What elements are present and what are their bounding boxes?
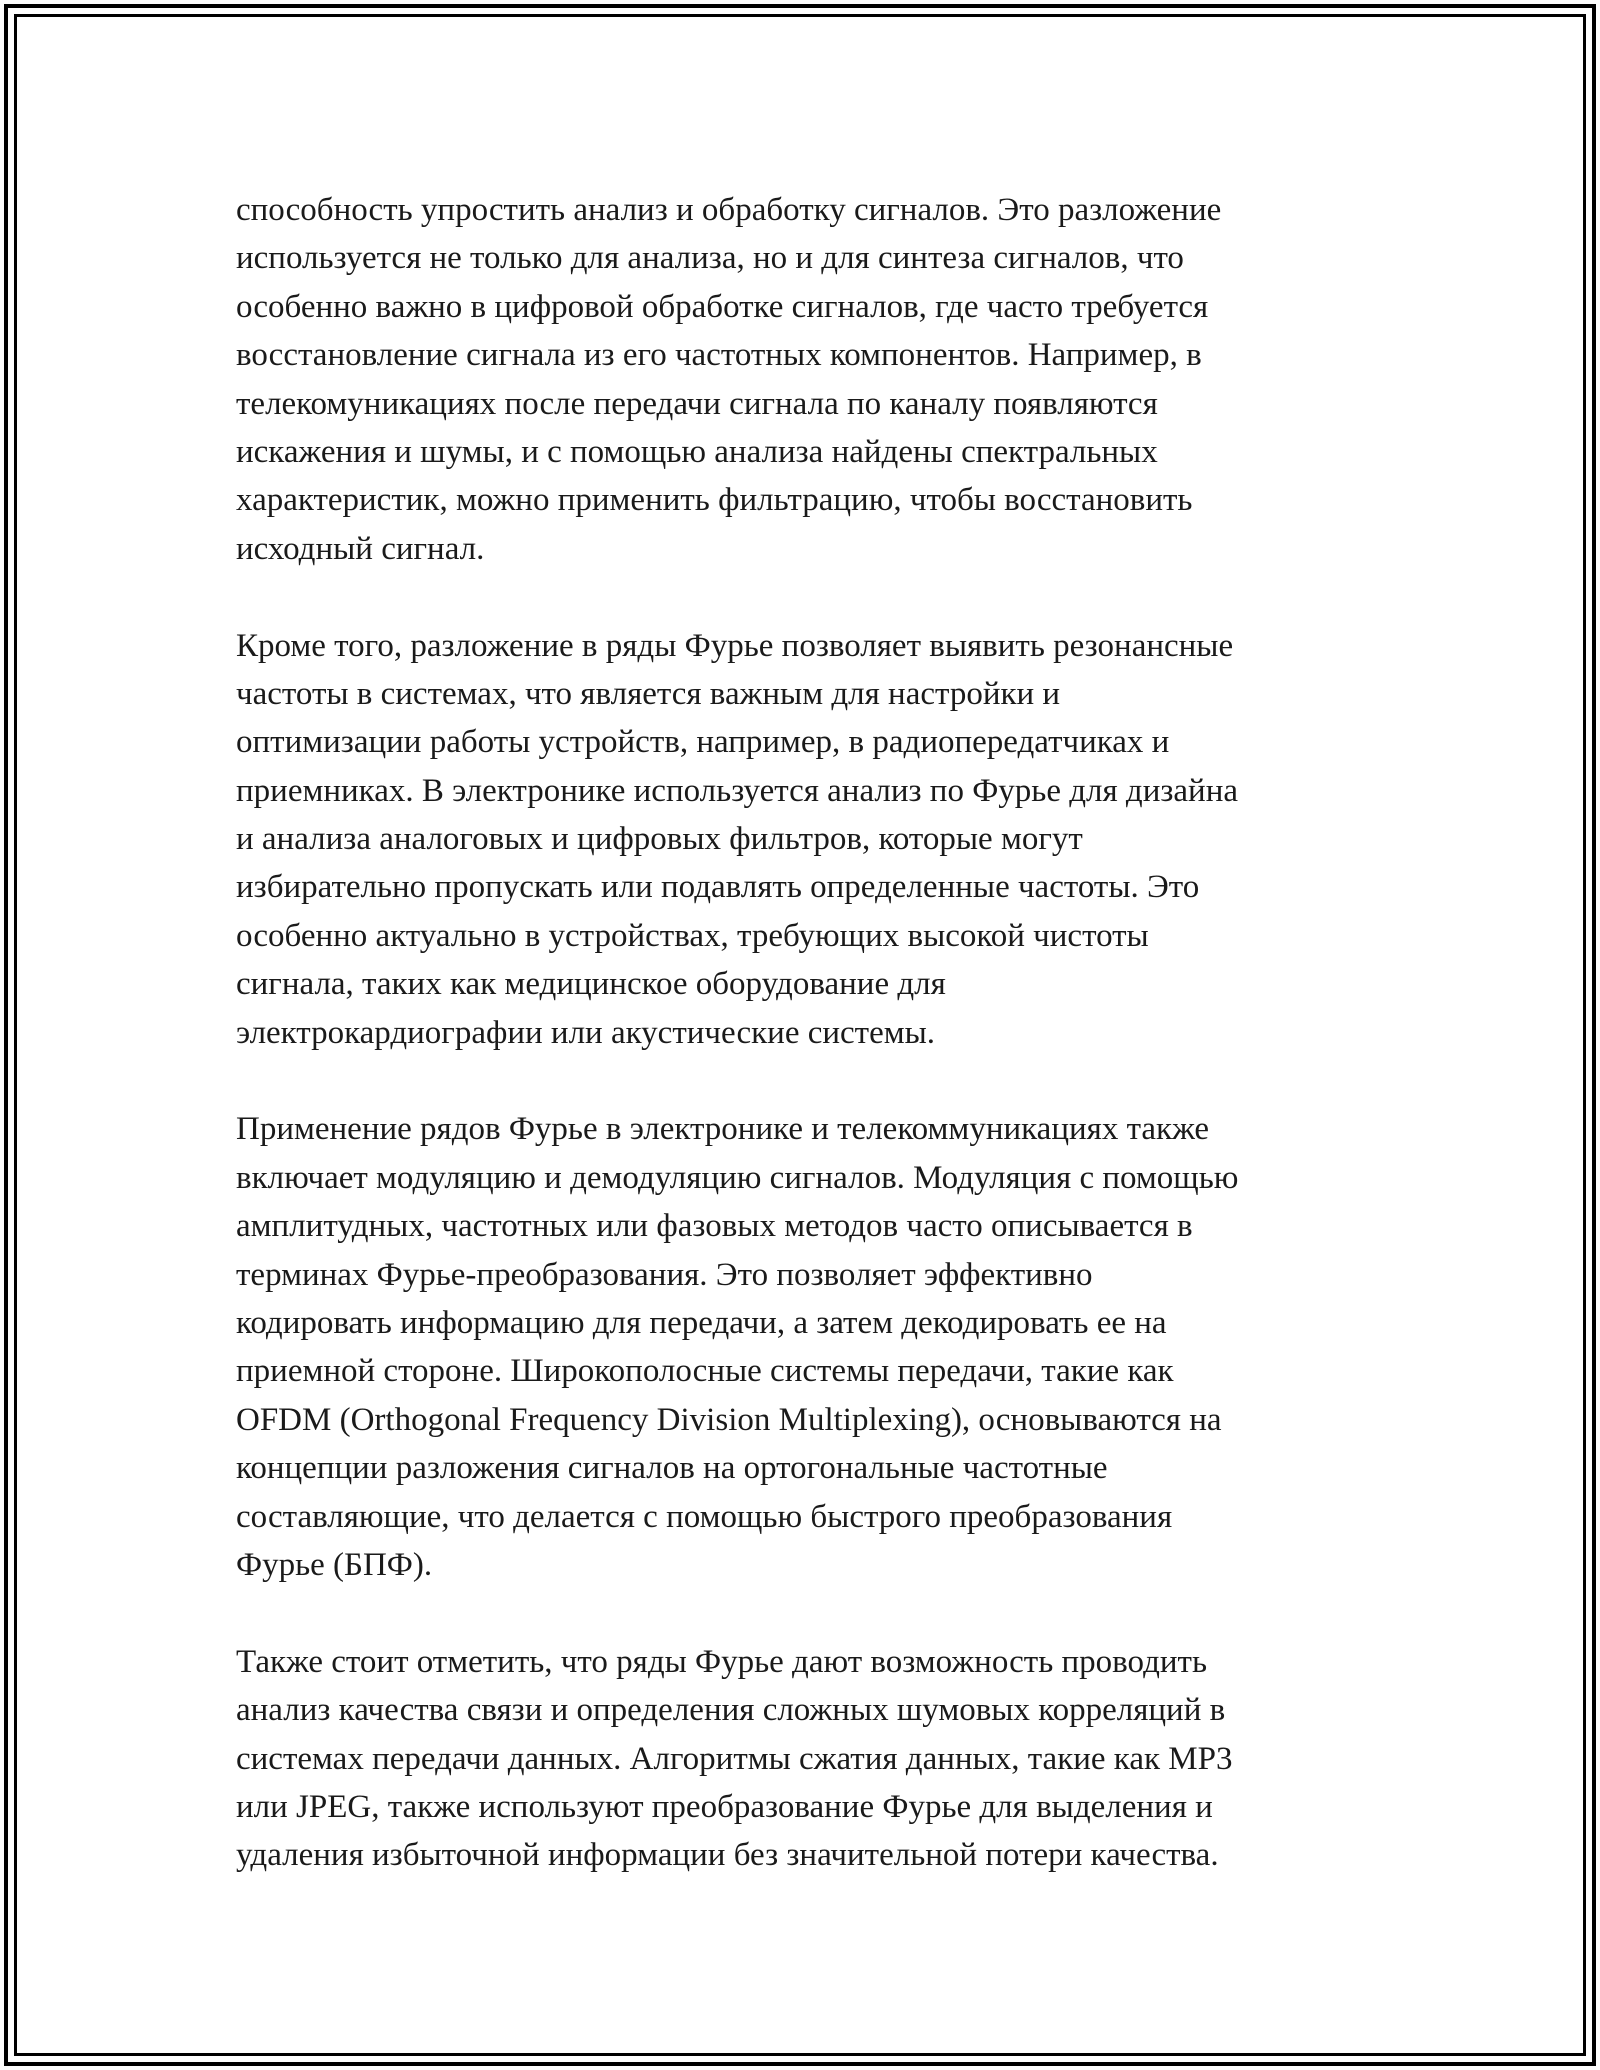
text-line: приемной стороне. Широкополосные системы передачи, такие как — [236, 1353, 1174, 1390]
text-line: составляющие, что делается с помощью быстрого преобразования — [236, 1498, 1173, 1535]
text-line: избирательно пропускать или подавлять определенные частоты. Это — [236, 869, 1200, 906]
text-line: анализ качества связи и определения сложных шумовых корреляций в — [236, 1692, 1226, 1729]
document-body — [236, 186, 1376, 1928]
text-line: оптимизации работы устройств, например, в радиопередатчиках и — [236, 724, 1170, 761]
text-line: Фурье (БПФ). — [236, 1546, 433, 1583]
text-line: исходный сигнал. — [236, 530, 485, 567]
text-line: электрокардиографии или акустические системы. — [236, 1014, 936, 1051]
paragraph — [236, 186, 1376, 573]
text-line: включает модуляцию и демодуляцию сигналов. Модуляция с помощью — [236, 1159, 1239, 1196]
text-line: концепции разложения сигналов на ортогональные частотные — [236, 1450, 1108, 1487]
paragraph — [236, 1105, 1376, 1589]
text-line: восстановление сигнала из его частотных компонентов. Например, в — [236, 337, 1202, 374]
text-line: используется не только для анализа, но и для синтеза сигналов, что — [236, 240, 1184, 277]
text-line: Применение рядов Фурье в электронике и телекоммуникациях также — [236, 1111, 1210, 1148]
text-line: Также стоит отметить, что ряды Фурье дают возможность проводить — [236, 1643, 1208, 1680]
text-line: амплитудных, частотных или фазовых методов часто описывается в — [236, 1208, 1193, 1245]
text-line: кодировать информацию для передачи, а затем декодировать ее на — [236, 1304, 1167, 1341]
text-line: терминах Фурье-преобразования. Это позволяет эффективно — [236, 1256, 1093, 1293]
text-line: или JPEG, также используют преобразование Фурье для выделения и — [236, 1788, 1213, 1825]
text-line: OFDM (Orthogonal Frequency Division Multiplexing), основываются на — [236, 1401, 1222, 1438]
text-line: телекомуникациях после передачи сигнала по каналу появляются — [236, 385, 1158, 422]
text-line: сигнала, таких как медицинское оборудование для — [236, 966, 946, 1003]
text-line: особенно важно в цифровой обработке сигналов, где часто требуется — [236, 288, 1209, 325]
text-line: особенно актуально в устройствах, требующих высокой чистоты — [236, 917, 1149, 954]
text-line: Кроме того, разложение в ряды Фурье позволяет выявить резонансные — [236, 627, 1234, 664]
text-line: характеристик, можно применить фильтрацию, чтобы восстановить — [236, 482, 1193, 519]
text-line: искажения и шумы, и с помощью анализа найдены спектральных — [236, 433, 1158, 470]
text-line: частоты в системах, что является важным для настройки и — [236, 675, 1061, 712]
paragraph — [236, 1638, 1376, 1880]
paragraph — [236, 622, 1376, 1058]
text-line: способность упростить анализ и обработку сигналов. Это разложение — [236, 192, 1222, 228]
text-line: удаления избыточной информации без значительной потери качества. — [236, 1837, 1219, 1874]
text-line: системах передачи данных. Алгоритмы сжатия данных, такие как MP3 — [236, 1740, 1233, 1777]
text-line: приемниках. В электронике используется анализ по Фурье для дизайна — [236, 772, 1239, 809]
text-line: и анализа аналоговых и цифровых фильтров, которые могут — [236, 821, 1083, 858]
